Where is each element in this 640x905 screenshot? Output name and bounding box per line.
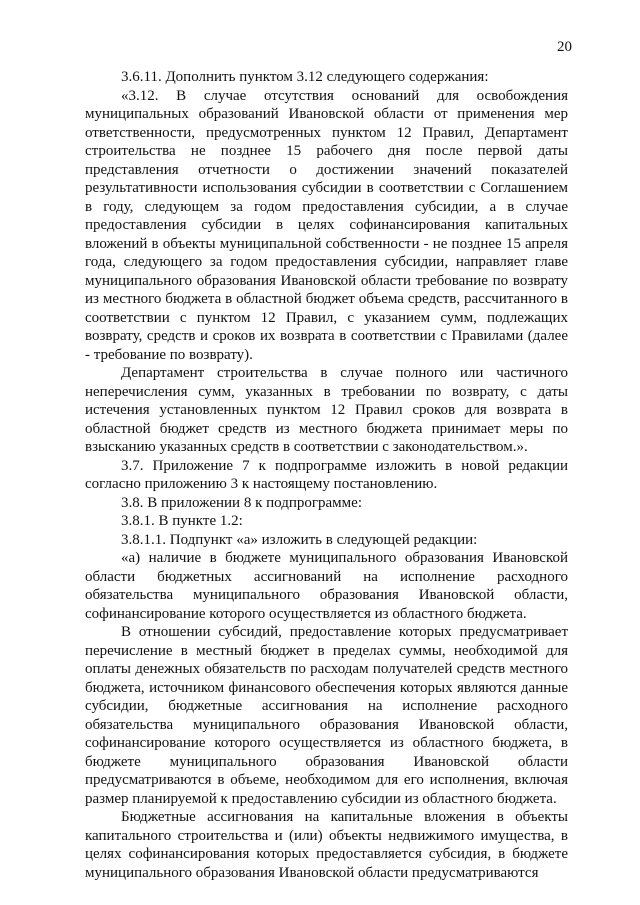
page-number: 20 xyxy=(557,39,572,55)
paragraph-budget-allocations: Бюджетные ассигнования на капитальные вложения в объекты капитального строительства и (или) объекты недвижимого имущества, в целях софинансирования которых предоставляется субсидия, в бюджете муниципального образования Ивановской области предусматриваются xyxy=(85,809,568,881)
paragraph-3-12: «3.12. В случае отсутствия оснований для освобождения муниципальных образований Ивановской области от применения мер ответственности, предусмотренных пунктом 12 Правил, Департамент строительства не позднее 15 рабочего дня после первой даты представления отчетности о достижении значений показателей результативности использования субсидии в соответствии с Соглашением в году, следующем за годом предоставления субсидии, а в случае предоставления субсидии в целях софинансирования капитальных вложений в объекты муниципальной собственности - не позднее 15 апреля года, следующего за годом предоставления субсидии, направляет главе муниципального образования Ивановской области требование по возврату из местного бюджета в областной бюджет объема средств, рассчитанного в соответствии с пунктом 12 Правил, с указанием сумм, подлежащих возврату, средств и сроков их возврата в соответствии с Правилами (далее - требование по возврату). xyxy=(85,87,568,363)
paragraph-3-6-11: 3.6.11. Дополнить пунктом 3.12 следующего содержания: xyxy=(121,69,489,85)
paragraph-subpoint-a: «а) наличие в бюджете муниципального образования Ивановской области бюджетных ассигнований на исполнение расходного обязательства муниципального образования Ивановской области, софинансирование которого осуществляется из областного бюджета. xyxy=(85,550,568,622)
paragraph-subsidies: В отношении субсидий, предоставление которых предусматривает перечисление в местный бюджет в пределах суммы, необходимой для оплаты денежных обязательств по расходам получателей средств местного бюджета, источником финансового обеспечения которых являются данные субсидии, бюджетные ассигнования на исполнение расходного обязательства муниципального образования Ивановской области, софинансирование которого осуществляется из областного бюджета, в бюджете муниципального образования Ивановской области предусматриваются в объеме, необходимом для его исполнения, включая размер планируемой к предоставлению субсидии из областного бюджета. xyxy=(85,624,568,807)
paragraph-3-8: 3.8. В приложении 8 к подпрограмме: xyxy=(121,494,362,511)
paragraph-3-8-1-1: 3.8.1.1. Подпункт «а» изложить в следующей редакции: xyxy=(121,531,478,548)
paragraph-department-measures: Департамент строительства в случае полного или частичного неперечисления сумм, указанных в требовании по возврату, с даты истечения установленных пунктом 12 Правил сроков для возврата в областной бюджет средств из местного бюджета принимает меры по взысканию указанных средств в соответствии с законодательством.». xyxy=(85,365,568,455)
document-body xyxy=(85,68,568,882)
paragraph-3-7: 3.7. Приложение 7 к подпрограмме изложить в новой редакции согласно приложению 3 к настоящему постановлению. xyxy=(85,457,568,492)
paragraph-3-8-1: 3.8.1. В пункте 1.2: xyxy=(121,513,243,529)
